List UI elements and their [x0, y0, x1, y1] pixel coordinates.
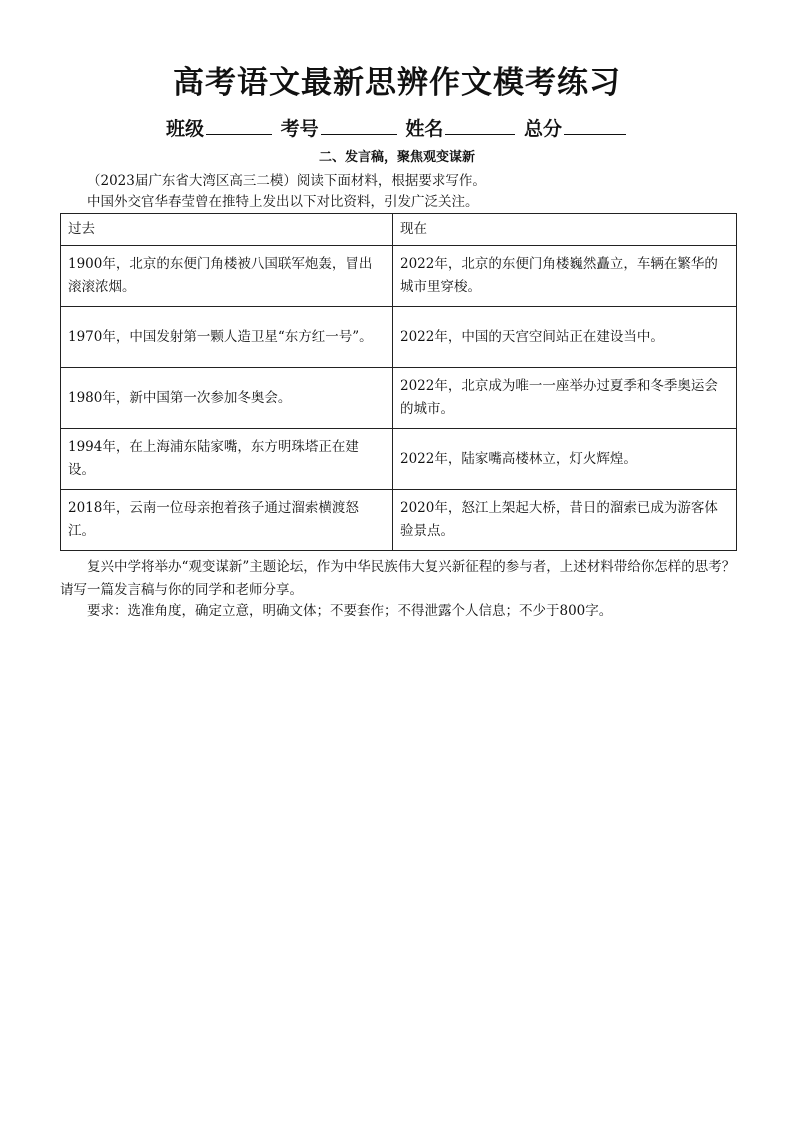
- past-cell: 1900年，北京的东便门角楼被八国联军炮轰，冒出滚滚浓烟。: [61, 246, 393, 307]
- class-blank: [206, 116, 272, 135]
- column-header-present: 现在: [393, 214, 737, 246]
- past-cell: 1980年，新中国第一次参加冬奥会。: [61, 368, 393, 429]
- present-cell: 2022年，北京成为唯一一座举办过夏季和冬季奥运会的城市。: [393, 368, 737, 429]
- exam-number-label: 考号: [280, 118, 319, 140]
- past-cell: 1970年，中国发射第一颗人造卫星“东方红一号”。: [61, 307, 393, 368]
- writing-requirements: 要求：选准角度，确定立意，明确文体；不要套作；不得泄露个人信息；不少于800字。: [87, 603, 613, 619]
- table-row: [61, 246, 737, 307]
- table-row: [61, 368, 737, 429]
- name-label: 姓名: [405, 118, 444, 140]
- writing-task: 复兴中学将举办“观变谋新”主题论坛，作为中华民族伟大复兴新征程的参与者，上述材料带给你怎样的思考？请写一篇发言稿与你的同学和老师分享。: [60, 559, 736, 598]
- exam-number-blank: [321, 116, 397, 135]
- table-row: [61, 429, 737, 490]
- total-score-label: 总分: [523, 118, 562, 140]
- section-heading: 二、发言稿，聚焦观变谋新: [318, 150, 475, 165]
- class-label: 班级: [166, 118, 205, 140]
- comparison-table: [60, 213, 737, 551]
- total-score-blank: [564, 116, 626, 135]
- material-intro: 中国外交官华春莹曾在推特上发出以下对比资料，引发广泛关注。: [87, 194, 479, 210]
- present-cell: 2022年，陆家嘴高楼林立，灯火辉煌。: [393, 429, 737, 490]
- page-title: 高考语文最新思辨作文模考练习: [173, 65, 621, 101]
- table-row: [61, 490, 737, 551]
- past-cell: 2018年，云南一位母亲抱着孩子通过溜索横渡怒江。: [61, 490, 393, 551]
- column-header-past: 过去: [61, 214, 393, 246]
- past-cell: 1994年，在上海浦东陆家嘴，东方明珠塔正在建设。: [61, 429, 393, 490]
- student-info-line: [0, 116, 794, 142]
- name-blank: [445, 116, 515, 135]
- table-header-row: [61, 214, 737, 246]
- question-source: （2023届广东省大湾区高三二模）阅读下面材料，根据要求写作。: [87, 173, 486, 189]
- present-cell: 2020年，怒江上架起大桥，昔日的溜索已成为游客体验景点。: [393, 490, 737, 551]
- present-cell: 2022年，北京的东便门角楼巍然矗立，车辆在繁华的城市里穿梭。: [393, 246, 737, 307]
- present-cell: 2022年，中国的天宫空间站正在建设当中。: [393, 307, 737, 368]
- table-row: [61, 307, 737, 368]
